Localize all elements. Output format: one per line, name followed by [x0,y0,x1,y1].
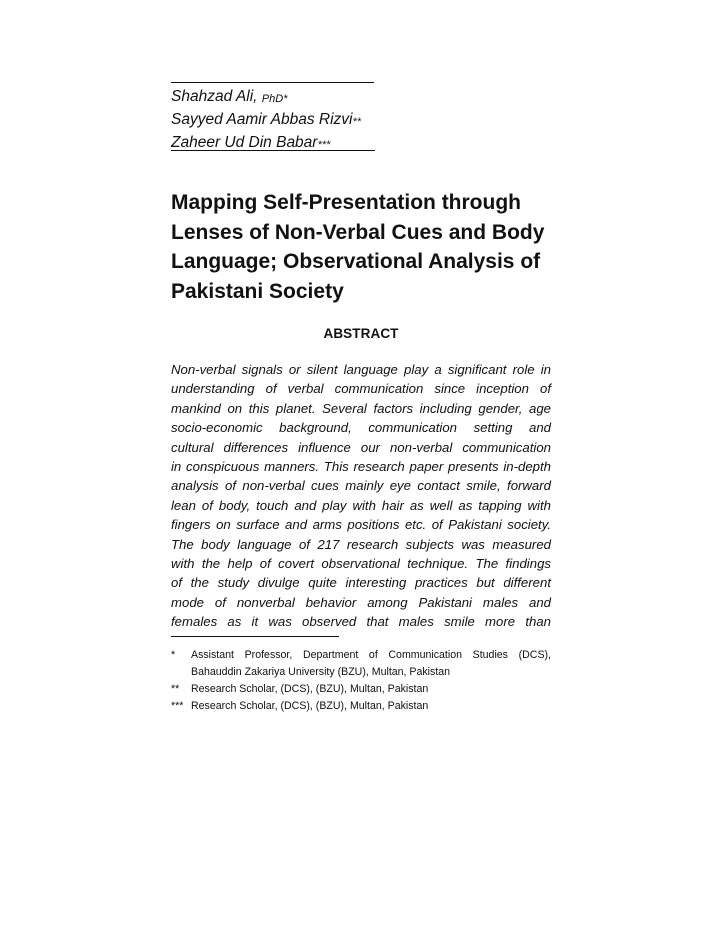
abstract-line: Non-verbal signals or silent language play a significant role in [171,362,551,377]
title-line: Language; Observational Analysis of [171,250,541,273]
title-line: Pakistani Society [171,279,344,303]
author-top-rule [171,82,374,83]
footnote-1 [171,647,551,681]
author-bottom-rule [171,150,375,151]
author-2-suffix: ** [352,116,362,128]
author-2-name: Sayyed Aamir Abbas Rizvi [171,111,353,128]
abstract-line: fingers on surface and arms positions etc. of Pakistani society. [171,517,551,533]
abstract-line: analysis of non-verbal cues mainly eye contact smile, forward [171,478,551,494]
abstract-line: socio-economic background, communication setting and [171,420,551,436]
author-1 [171,86,361,109]
footnote-2-mark: ** [171,683,180,695]
abstract-line: lean of body, touch and play with hair as well as tapping with [171,497,551,513]
abstract-heading: ABSTRACT [323,326,399,341]
abstract-line: understanding of verbal communication since inception of [171,381,551,397]
footnote-3-mark: *** [171,700,184,712]
footnote-1-mark: * [171,649,176,661]
footnote-2-line1: Research Scholar, (DCS), (BZU), Multan, Pakistan [191,683,429,695]
abstract-line: in conspicuous manners. This research paper presents in-depth [171,458,551,474]
title-line: Mapping Self-Presentation through [171,191,521,214]
footnote-3-line1: Research Scholar, (DCS), (BZU), Multan, Pakistan [191,700,429,712]
footnote-2 [171,681,551,698]
footnote-rule [171,636,339,637]
author-1-suffix: PhD* [261,93,288,105]
abstract-line: females as it was observed that males smile more than [171,614,551,630]
author-3-name: Zaheer Ud Din Babar [171,134,318,151]
footnotes [171,647,551,715]
paper-title [171,188,561,306]
title-line: Lenses of Non-Verbal Cues and Body [171,220,545,244]
author-3 [171,132,361,155]
footnote-1-line1: Assistant Professor, Department of Communication Studies (DCS), [191,649,551,661]
abstract-body [171,360,551,631]
abstract-line: with the help of covert observational technique. The findings [171,555,551,571]
abstract-line: mode of nonverbal behavior among Pakistani males and [171,594,551,610]
author-1-name: Shahzad Ali, [171,88,258,105]
author-2 [171,109,361,132]
author-block [171,86,361,155]
abstract-line: cultural differences influence our non-verbal communication [171,439,551,455]
abstract-line: mankind on this planet. Several factors including gender, age [171,400,551,416]
author-3-suffix: *** [317,139,331,151]
footnote-3 [171,698,551,715]
abstract-line: The body language of 217 research subjects was measured [171,536,551,552]
abstract-line: of the study divulge quite interesting practices but different [171,575,551,591]
footnote-1-line2: Bahauddin Zakariya University (BZU), Multan, Pakistan [191,666,451,678]
